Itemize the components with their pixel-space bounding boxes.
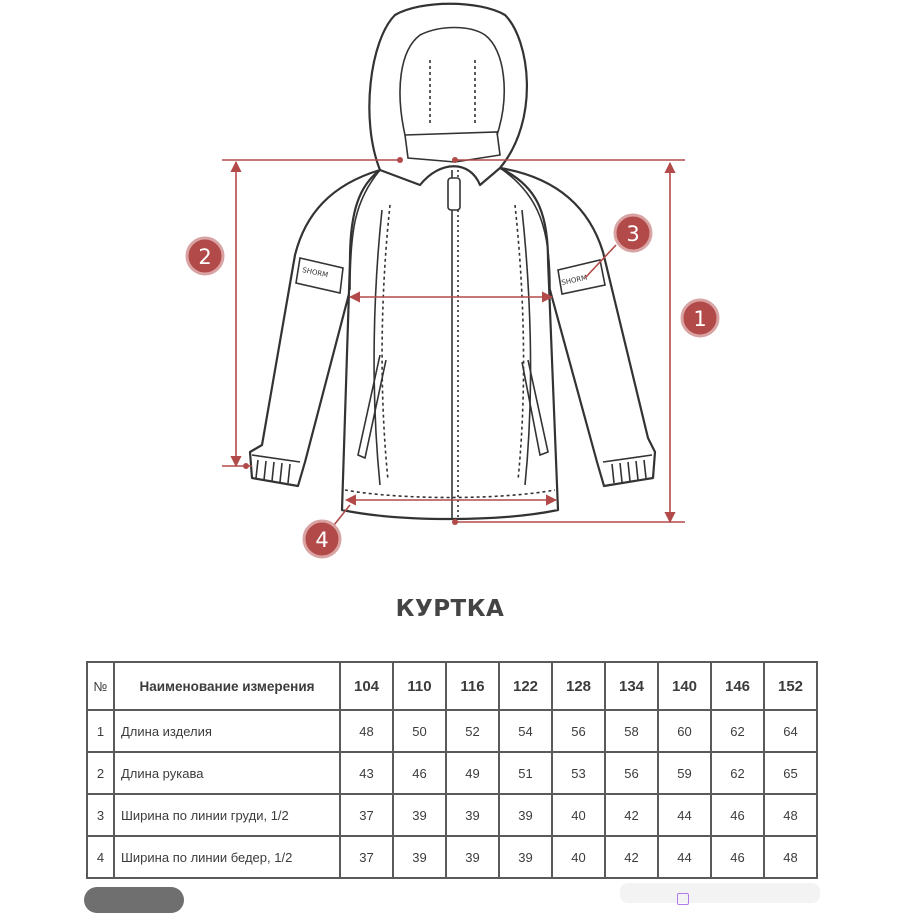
- sleeve-label-right: SHORM: [560, 273, 588, 287]
- size-value: 56: [605, 752, 658, 794]
- size-value: 42: [605, 794, 658, 836]
- size-value: 48: [340, 710, 393, 752]
- marker-3: 3: [626, 222, 640, 246]
- size-value: 40: [552, 836, 605, 878]
- size-value: 59: [658, 752, 711, 794]
- header-size: 152: [764, 662, 817, 710]
- header-size: 116: [446, 662, 499, 710]
- size-value: 50: [393, 710, 446, 752]
- size-value: 51: [499, 752, 552, 794]
- size-value: 39: [446, 836, 499, 878]
- measurement-name: Ширина по линии бедер, 1/2: [114, 836, 340, 878]
- marker-1: 1: [693, 307, 707, 331]
- size-value: 49: [446, 752, 499, 794]
- table-header-row: [87, 662, 817, 710]
- size-value: 62: [711, 710, 764, 752]
- size-value: 46: [393, 752, 446, 794]
- size-value: 37: [340, 836, 393, 878]
- size-value: 46: [711, 794, 764, 836]
- row-number: 4: [87, 836, 114, 878]
- measurement-name: Длина изделия: [114, 710, 340, 752]
- row-number: 3: [87, 794, 114, 836]
- size-value: 48: [764, 836, 817, 878]
- size-value: 42: [605, 836, 658, 878]
- header-size: 146: [711, 662, 764, 710]
- header-size: 122: [499, 662, 552, 710]
- size-value: 48: [764, 794, 817, 836]
- row-number: 2: [87, 752, 114, 794]
- size-value: 44: [658, 794, 711, 836]
- header-size: 104: [340, 662, 393, 710]
- header-size: 110: [393, 662, 446, 710]
- size-table: [86, 661, 818, 879]
- size-value: 54: [499, 710, 552, 752]
- header-size: 128: [552, 662, 605, 710]
- size-value: 46: [711, 836, 764, 878]
- size-value: 39: [446, 794, 499, 836]
- product-title: КУРТКА: [395, 596, 505, 622]
- header-size: 140: [658, 662, 711, 710]
- size-value: 62: [711, 752, 764, 794]
- measurement-name: Ширина по линии груди, 1/2: [114, 794, 340, 836]
- size-value: 40: [552, 794, 605, 836]
- table-row: [87, 752, 817, 794]
- size-value: 58: [605, 710, 658, 752]
- bottom-toolbar: [620, 883, 820, 903]
- size-value: 60: [658, 710, 711, 752]
- size-value: 65: [764, 752, 817, 794]
- size-value: 39: [499, 794, 552, 836]
- size-value: 56: [552, 710, 605, 752]
- size-value: 43: [340, 752, 393, 794]
- header-measurement-name: Наименование измерения: [114, 662, 340, 710]
- measurement-name: Длина рукава: [114, 752, 340, 794]
- square-icon[interactable]: [677, 893, 689, 905]
- table-row: [87, 794, 817, 836]
- size-value: 37: [340, 794, 393, 836]
- table-row: [87, 710, 817, 752]
- bottom-pill-button[interactable]: [84, 887, 184, 913]
- size-value: 53: [552, 752, 605, 794]
- size-value: 44: [658, 836, 711, 878]
- size-value: 64: [764, 710, 817, 752]
- size-value: 39: [499, 836, 552, 878]
- row-number: 1: [87, 710, 114, 752]
- sleeve-label-left: SHORM: [301, 266, 329, 280]
- marker-2: 2: [198, 245, 212, 269]
- size-value: 39: [393, 836, 446, 878]
- header-number: №: [87, 662, 114, 710]
- table-row: [87, 836, 817, 878]
- header-size: 134: [605, 662, 658, 710]
- size-value: 52: [446, 710, 499, 752]
- marker-4: 4: [315, 528, 329, 552]
- size-value: 39: [393, 794, 446, 836]
